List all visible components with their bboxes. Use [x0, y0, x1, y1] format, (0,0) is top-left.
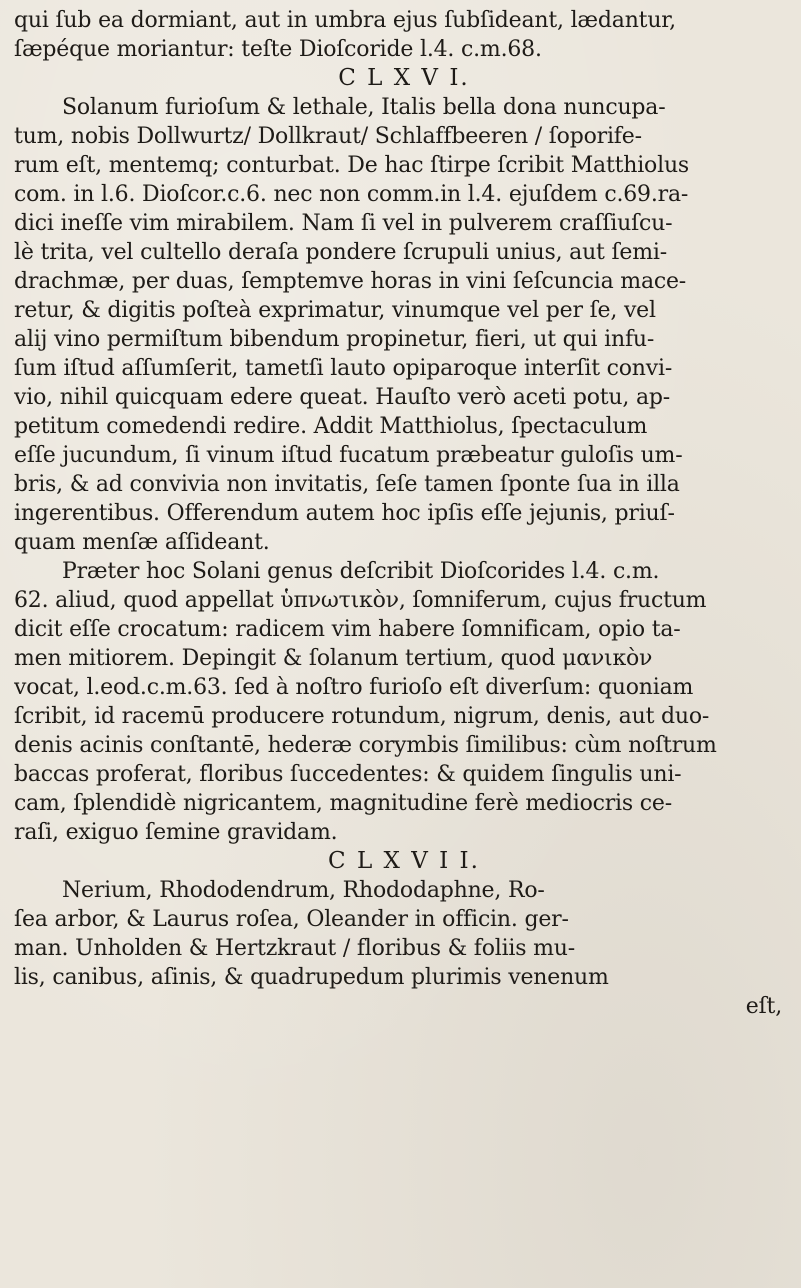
catchword: eſt, [745, 994, 782, 1019]
text-line: man. Unholden & Hertzkraut / floribus & foliis mu- [14, 936, 575, 961]
text-line: ſum iſtud aſſumſerit, tametſi lauto opiparoque interſit convi- [14, 356, 673, 381]
text-line: dici ineſſe vim mirabilem. Nam ſi vel in pulverem craſſiuſcu- [14, 211, 673, 236]
text-line: ſcribit, id racemū producere rotundum, nigrum, denis, aut duo- [14, 704, 710, 729]
text-line: ſea arbor, & Laurus roſea, Oleander in officin. ger- [14, 907, 569, 932]
text-line: Præter hoc Solani genus deſcribit Dioſcorides l.4. c.m. [62, 559, 660, 584]
text-line: 62. aliud, quod appellat ὑπνωτικὸν, ſomniferum, cujus fructum [14, 588, 707, 613]
section-heading-clxvii: C L X V I I. [328, 848, 480, 874]
text-line: alij vino permiſtum bibendum propinetur, fieri, ut qui infu- [14, 327, 655, 352]
text-line: dicit eſſe crocatum: radicem vim habere ſomnificam, opio ta- [14, 617, 681, 642]
text-body [14, 0, 794, 1021]
text-line: retur, & digitis poſteà exprimatur, vinumque vel per ſe, vel [14, 298, 656, 323]
text-line: men mitiorem. Depingit & ſolanum tertium, quod μανικὸν [14, 646, 653, 671]
text-line: eſſe jucundum, ſi vinum iſtud fucatum præbeatur guloſis um- [14, 443, 683, 468]
section-heading-clxvi: C L X V I. [338, 65, 470, 91]
text-line: ſæpéque moriantur: teſte Dioſcoride l.4. c.m.68. [14, 37, 542, 62]
text-line: tum, nobis Dollwurtz/ Dollkraut/ Schlaffbeeren / ſoporife- [14, 124, 642, 149]
text-line: Nerium, Rhododendrum, Rhododaphne, Ro- [62, 878, 545, 903]
text-line: com. in l.6. Dioſcor.c.6. nec non comm.in l.4. ejuſdem c.69.ra- [14, 182, 689, 207]
text-line: Solanum furioſum & lethale, Italis bella dona nuncupa- [62, 95, 666, 120]
text-line: rum eſt, mentemq; conturbat. De hac ſtirpe ſcribit Matthiolus [14, 153, 689, 178]
text-line: drachmæ, per duas, ſemptemve horas in vini ſeſcuncia mace- [14, 269, 687, 294]
text-line: lis, canibus, aſinis, & quadrupedum plurimis venenum [14, 965, 609, 990]
text-line: baccas proferat, floribus ſuccedentes: & quidem ſingulis uni- [14, 762, 682, 787]
text-line: quam menſæ aſſideant. [14, 530, 270, 555]
text-line: qui ſub ea dormiant, aut in umbra ejus ſubſideant, lædantur, [14, 8, 676, 33]
text-line: ingerentibus. Offerendum autem hoc ipſis eſſe jejunis, priuſ- [14, 501, 675, 526]
text-line: vocat, l.eod.c.m.63. ſed à noſtro furioſo eſt diverſum: quoniam [14, 675, 694, 700]
text-line: petitum comedendi redire. Addit Matthiolus, ſpectaculum [14, 414, 648, 439]
text-line: vio, nihil quicquam edere queat. Hauſto verò aceti potu, ap- [14, 385, 671, 410]
text-line: denis acinis conſtantē, hederæ corymbis ſimilibus: cùm noſtrum [14, 733, 717, 758]
text-line: cam, ſplendidè nigricantem, magnitudine ferè mediocris ce- [14, 791, 672, 816]
text-line: bris, & ad convivia non invitatis, ſeſe tamen ſponte ſua in illa [14, 472, 680, 497]
text-line: raſi, exiguo ſemine gravidam. [14, 820, 338, 845]
text-line: lè trita, vel cultello deraſa pondere ſcrupuli unius, aut ſemi- [14, 240, 667, 265]
